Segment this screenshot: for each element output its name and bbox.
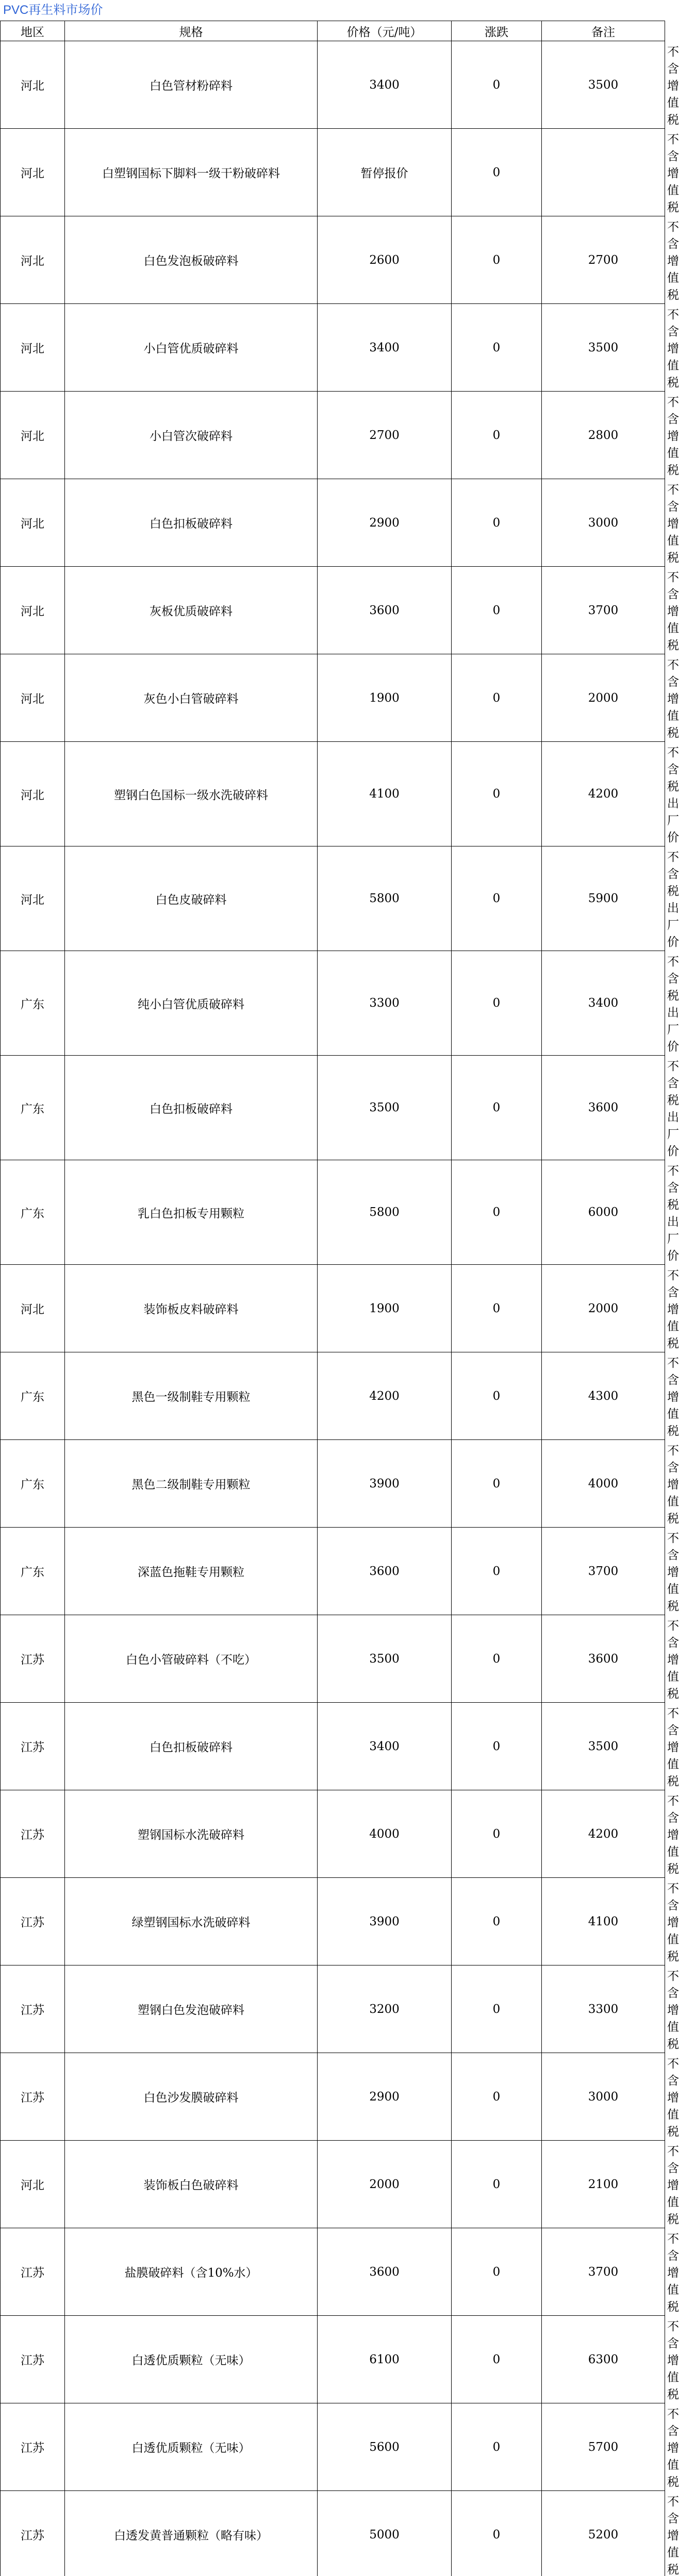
table-row: 河北 白色管材粉碎料 3400 0 3500 不含增值税	[1, 41, 665, 129]
spec-cell: 白色扣板破碎料	[65, 479, 318, 567]
price-cell: 3600	[318, 2228, 452, 2316]
high-price-cell: 2800	[542, 392, 665, 479]
price-cell: 暂停报价	[318, 129, 452, 216]
price-cell: 3400	[318, 304, 452, 392]
change-cell: 0	[452, 1528, 542, 1615]
table-row: 江苏 塑钢白色发泡破碎料 3200 0 3300 不含增值税	[1, 1965, 665, 2053]
region-cell: 江苏	[1, 1965, 65, 2053]
table-row: 河北 灰板优质破碎料 3600 0 3700 不含增值税	[1, 567, 665, 654]
table-row: 河北 白色扣板破碎料 2900 0 3000 不含增值税	[1, 479, 665, 567]
region-cell: 河北	[1, 129, 65, 216]
spec-cell: 白色沙发膜破碎料	[65, 2053, 318, 2141]
high-price-cell: 3300	[542, 1965, 665, 2053]
column-header: 规格	[65, 21, 318, 41]
spec-cell: 塑钢白色发泡破碎料	[65, 1965, 318, 2053]
high-price-cell: 2100	[542, 2141, 665, 2228]
spec-cell: 黑色一级制鞋专用颗粒	[65, 1352, 318, 1440]
spec-cell: 白色小管破碎料（不吃）	[65, 1615, 318, 1703]
region-cell: 河北	[1, 1265, 65, 1352]
spec-cell: 白塑钢国标下脚料一级干粉破碎料	[65, 129, 318, 216]
change-cell: 0	[452, 951, 542, 1056]
region-cell: 江苏	[1, 1615, 65, 1703]
high-price-cell: 3700	[542, 2228, 665, 2316]
change-cell: 0	[452, 654, 542, 742]
high-price-cell: 3000	[542, 479, 665, 567]
spec-cell: 灰色小白管破碎料	[65, 654, 318, 742]
table-row: 广东 乳白色扣板专用颗粒 5800 0 6000 不含税出厂价	[1, 1160, 665, 1265]
high-price-cell: 6300	[542, 2316, 665, 2403]
price-cell: 1900	[318, 1265, 452, 1352]
region-cell: 江苏	[1, 2316, 65, 2403]
high-price-cell: 3600	[542, 1615, 665, 1703]
price-cell: 4100	[318, 742, 452, 846]
spec-cell: 小白管优质破碎料	[65, 304, 318, 392]
table-row: 河北 小白管优质破碎料 3400 0 3500 不含增值税	[1, 304, 665, 392]
spec-cell: 装饰板白色破碎料	[65, 2141, 318, 2228]
region-cell: 江苏	[1, 2403, 65, 2491]
spec-cell: 白色管材粉碎料	[65, 41, 318, 129]
change-cell: 0	[452, 1878, 542, 1965]
spec-cell: 纯小白管优质破碎料	[65, 951, 318, 1056]
region-cell: 江苏	[1, 2228, 65, 2316]
change-cell: 0	[452, 1160, 542, 1265]
high-price-cell: 4200	[542, 742, 665, 846]
spec-cell: 白色发泡板破碎料	[65, 216, 318, 304]
price-cell: 1900	[318, 654, 452, 742]
table-row: 江苏 白色扣板破碎料 3400 0 3500 不含增值税	[1, 1703, 665, 1790]
price-cell: 2700	[318, 392, 452, 479]
change-cell: 0	[452, 41, 542, 129]
table-row: 江苏 白透优质颗粒（无味） 6100 0 6300 不含增值税	[1, 2316, 665, 2403]
table-row: 河北 小白管次破碎料 2700 0 2800 不含增值税	[1, 392, 665, 479]
price-cell: 3600	[318, 1528, 452, 1615]
table-row: 江苏 盐膜破碎料（含10%水） 3600 0 3700 不含增值税	[1, 2228, 665, 2316]
table-row: 广东 黑色一级制鞋专用颗粒 4200 0 4300 不含增值税	[1, 1352, 665, 1440]
region-cell: 河北	[1, 654, 65, 742]
change-cell: 0	[452, 129, 542, 216]
table-row: 河北 白塑钢国标下脚料一级干粉破碎料 暂停报价 0 不含增值税	[1, 129, 665, 216]
table-row: 河北 灰色小白管破碎料 1900 0 2000 不含增值税	[1, 654, 665, 742]
change-cell: 0	[452, 216, 542, 304]
price-cell: 6100	[318, 2316, 452, 2403]
table-row: 广东 白色扣板破碎料 3500 0 3600 不含税出厂价	[1, 1056, 665, 1160]
change-cell: 0	[452, 567, 542, 654]
column-header: 价格（元/吨）	[318, 21, 452, 41]
high-price-cell: 3400	[542, 951, 665, 1056]
change-cell: 0	[452, 2228, 542, 2316]
high-price-cell: 4000	[542, 1440, 665, 1528]
price-table	[0, 21, 679, 2576]
high-price-cell	[542, 129, 665, 216]
column-header: 地区	[1, 21, 65, 41]
region-cell: 江苏	[1, 1790, 65, 1878]
spec-cell: 黑色二级制鞋专用颗粒	[65, 1440, 318, 1528]
table-row: 广东 纯小白管优质破碎料 3300 0 3400 不含税出厂价	[1, 951, 665, 1056]
price-cell: 4200	[318, 1352, 452, 1440]
price-cell: 4000	[318, 1790, 452, 1878]
price-cell: 3400	[318, 1703, 452, 1790]
region-cell: 河北	[1, 742, 65, 846]
spec-cell: 乳白色扣板专用颗粒	[65, 1160, 318, 1265]
high-price-cell: 4100	[542, 1878, 665, 1965]
high-price-cell: 3000	[542, 2053, 665, 2141]
table-row: 江苏 白透发黄普通颗粒（略有味） 5000 0 5200 不含增值税	[1, 2491, 665, 2576]
change-cell: 0	[452, 2491, 542, 2576]
region-cell: 广东	[1, 1352, 65, 1440]
spec-cell: 灰板优质破碎料	[65, 567, 318, 654]
high-price-cell: 3500	[542, 1703, 665, 1790]
high-price-cell: 3700	[542, 567, 665, 654]
spec-cell: 盐膜破碎料（含10%水）	[65, 2228, 318, 2316]
change-cell: 0	[452, 392, 542, 479]
spec-cell: 装饰板皮料破碎料	[65, 1265, 318, 1352]
high-price-cell: 2700	[542, 216, 665, 304]
section-title: PVC再生料市场价	[0, 0, 665, 21]
high-price-cell: 5700	[542, 2403, 665, 2491]
spec-cell: 白透优质颗粒（无味）	[65, 2403, 318, 2491]
high-price-cell: 2000	[542, 654, 665, 742]
high-price-cell: 5200	[542, 2491, 665, 2576]
change-cell: 0	[452, 1965, 542, 2053]
region-cell: 江苏	[1, 1703, 65, 1790]
table-row: 河北 装饰板白色破碎料 2000 0 2100 不含增值税	[1, 2141, 665, 2228]
spec-cell: 塑钢国标水洗破碎料	[65, 1790, 318, 1878]
region-cell: 江苏	[1, 1878, 65, 1965]
column-header: 涨跌	[452, 21, 542, 41]
high-price-cell: 3700	[542, 1528, 665, 1615]
change-cell: 0	[452, 1265, 542, 1352]
spec-cell: 白色皮破碎料	[65, 846, 318, 951]
table-row: 江苏 塑钢国标水洗破碎料 4000 0 4200 不含增值税	[1, 1790, 665, 1878]
region-cell: 河北	[1, 567, 65, 654]
price-cell: 2000	[318, 2141, 452, 2228]
high-price-cell: 4300	[542, 1352, 665, 1440]
high-price-cell: 4200	[542, 1790, 665, 1878]
table-row: 江苏 白色小管破碎料（不吃） 3500 0 3600 不含增值税	[1, 1615, 665, 1703]
region-cell: 江苏	[1, 2491, 65, 2576]
change-cell: 0	[452, 2141, 542, 2228]
region-cell: 河北	[1, 479, 65, 567]
spec-cell: 深蓝色拖鞋专用颗粒	[65, 1528, 318, 1615]
price-cell: 3900	[318, 1878, 452, 1965]
change-cell: 0	[452, 1352, 542, 1440]
spec-cell: 塑钢白色国标一级水洗破碎料	[65, 742, 318, 846]
price-cell: 5800	[318, 1160, 452, 1265]
change-cell: 0	[452, 1703, 542, 1790]
table-row: 江苏 白透优质颗粒（无味） 5600 0 5700 不含增值税	[1, 2403, 665, 2491]
price-cell: 3500	[318, 1056, 452, 1160]
table-row: 河北 白色发泡板破碎料 2600 0 2700 不含增值税	[1, 216, 665, 304]
spec-cell: 白透优质颗粒（无味）	[65, 2316, 318, 2403]
region-cell: 广东	[1, 1160, 65, 1265]
price-cell: 3400	[318, 41, 452, 129]
table-row: 广东 黑色二级制鞋专用颗粒 3900 0 4000 不含增值税	[1, 1440, 665, 1528]
change-cell: 0	[452, 2316, 542, 2403]
price-cell: 5000	[318, 2491, 452, 2576]
price-cell: 5800	[318, 846, 452, 951]
high-price-cell: 6000	[542, 1160, 665, 1265]
region-cell: 广东	[1, 1440, 65, 1528]
change-cell: 0	[452, 1790, 542, 1878]
price-cell: 3300	[318, 951, 452, 1056]
region-cell: 河北	[1, 846, 65, 951]
table-row: 河北 装饰板皮料破碎料 1900 0 2000 不含增值税	[1, 1265, 665, 1352]
price-cell: 3200	[318, 1965, 452, 2053]
price-cell: 2900	[318, 479, 452, 567]
high-price-cell: 5900	[542, 846, 665, 951]
spec-cell: 绿塑钢国标水洗破碎料	[65, 1878, 318, 1965]
change-cell: 0	[452, 304, 542, 392]
change-cell: 0	[452, 1056, 542, 1160]
table-row: 江苏 白色沙发膜破碎料 2900 0 3000 不含增值税	[1, 2053, 665, 2141]
table-row: 河北 塑钢白色国标一级水洗破碎料 4100 0 4200 不含税出厂价	[1, 742, 665, 846]
price-cell: 2600	[318, 216, 452, 304]
price-cell: 5600	[318, 2403, 452, 2491]
column-header: 备注	[542, 21, 665, 41]
spec-cell: 小白管次破碎料	[65, 392, 318, 479]
spec-cell: 白色扣板破碎料	[65, 1056, 318, 1160]
spec-cell: 白色扣板破碎料	[65, 1703, 318, 1790]
change-cell: 0	[452, 2403, 542, 2491]
region-cell: 广东	[1, 1528, 65, 1615]
change-cell: 0	[452, 1615, 542, 1703]
change-cell: 0	[452, 742, 542, 846]
region-cell: 河北	[1, 41, 65, 129]
region-cell: 河北	[1, 392, 65, 479]
change-cell: 0	[452, 846, 542, 951]
high-price-cell: 2000	[542, 1265, 665, 1352]
change-cell: 0	[452, 479, 542, 567]
region-cell: 江苏	[1, 2053, 65, 2141]
header-row	[1, 21, 665, 41]
table-row: 江苏 绿塑钢国标水洗破碎料 3900 0 4100 不含增值税	[1, 1878, 665, 1965]
price-cell: 3600	[318, 567, 452, 654]
region-cell: 河北	[1, 216, 65, 304]
region-cell: 广东	[1, 951, 65, 1056]
spec-cell: 白透发黄普通颗粒（略有味）	[65, 2491, 318, 2576]
table-row: 广东 深蓝色拖鞋专用颗粒 3600 0 3700 不含增值税	[1, 1528, 665, 1615]
high-price-cell: 3500	[542, 41, 665, 129]
price-cell: 3900	[318, 1440, 452, 1528]
price-cell: 3500	[318, 1615, 452, 1703]
table-row: 河北 白色皮破碎料 5800 0 5900 不含税出厂价	[1, 846, 665, 951]
region-cell: 河北	[1, 304, 65, 392]
region-cell: 河北	[1, 2141, 65, 2228]
change-cell: 0	[452, 1440, 542, 1528]
price-cell: 2900	[318, 2053, 452, 2141]
high-price-cell: 3500	[542, 304, 665, 392]
high-price-cell: 3600	[542, 1056, 665, 1160]
region-cell: 广东	[1, 1056, 65, 1160]
change-cell: 0	[452, 2053, 542, 2141]
